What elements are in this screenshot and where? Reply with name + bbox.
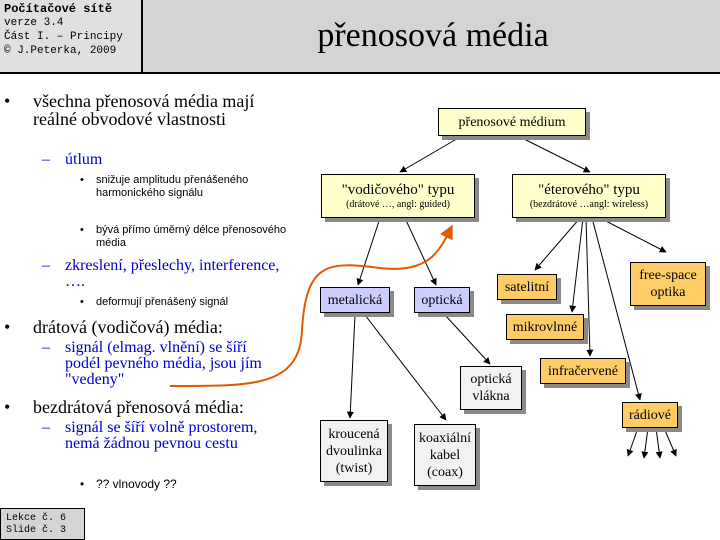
subbullet-text: útlum (65, 151, 103, 168)
node-label: metalická (327, 292, 383, 308)
node-sublabel: (bezdrátové …angl: wireless) (529, 198, 649, 210)
lesson-number: Lekce č. 6 (6, 513, 67, 524)
subsubbullet-text: ?? vlnovody ?? (96, 477, 177, 491)
node-label: optická vlákna (470, 372, 512, 404)
bullet-item: • drátová (vodičová) média: (4, 318, 294, 336)
node-twisted-pair (320, 420, 388, 482)
node-wireless-type (512, 174, 666, 218)
subsubbullet-item: • snižuje amplitudu přenášeného harmonického signálu (80, 174, 290, 200)
slide-number: Slide č. 3 (6, 525, 67, 536)
subbullet-item: – útlum (42, 152, 292, 168)
node-optical (414, 287, 470, 313)
edge-wireless-microwave (572, 218, 583, 312)
subbullet-item: – zkreslení, přeslechy, interference, …. (42, 258, 282, 290)
edge-root-wireless (520, 137, 590, 172)
subsubbullet-item: • deformují přenášený signál (80, 296, 290, 309)
course-title: Počítačové sítě (4, 2, 113, 16)
course-part: Část I. – Principy (4, 31, 123, 43)
edge-metallic-twisted (350, 315, 355, 418)
subbullet-text: signál (elmag. vlnění) se šíří podél pevného média, jsou jím "vedeny" (65, 339, 262, 388)
subbullet-item: – signál se šíří volně prostorem, nemá žádnou pevnou cestu (42, 420, 282, 452)
node-wired-type (321, 174, 475, 218)
node-infrared (540, 358, 626, 384)
bullet-item: • bezdrátová přenosová média: (4, 398, 294, 416)
subsubbullet-item: • bývá přímo úměrný délce přenosového média (80, 224, 290, 250)
node-satellite (497, 274, 557, 300)
node-label: "éterového" typu (538, 181, 640, 198)
node-label: optická (421, 292, 463, 308)
subbullet-item: – signál (elmag. vlnění) se šíří podél pevného média, jsou jím "vedeny" (42, 340, 282, 388)
node-label: koaxiální kabel (coax) (418, 430, 472, 480)
bullet-item: • všechna přenosová média mají reálné obvodové vlastnosti (4, 92, 274, 128)
guided-callout-arrow (170, 226, 452, 386)
edge-metallic-coax (365, 315, 446, 420)
node-metallic (320, 287, 390, 313)
node-label: infračervené (548, 363, 618, 379)
subbullet-text: signál se šíří volně prostorem, nemá žádnou pevnou cestu (65, 419, 258, 452)
radio-emission-arrow (664, 428, 676, 456)
subsubbullet-text: deformují přenášený signál (96, 296, 229, 308)
edge-optical-fiber (445, 315, 490, 364)
node-label: mikrovlnné (512, 319, 578, 335)
node-sublabel: (drátové …, angl: guided) (346, 198, 450, 210)
radio-emission-arrow (656, 428, 660, 458)
node-label: rádiové (629, 407, 671, 423)
bullet-text: všechna přenosová média mají reálné obvodové vlastnosti (33, 91, 255, 129)
edge-wireless-freespace (600, 218, 666, 252)
course-version: verze 3.4 (4, 17, 64, 29)
node-microwave (506, 314, 584, 340)
subsubbullet-text: snižuje amplitudu přenášeného harmonického signálu (96, 174, 249, 199)
node-label: přenosové médium (458, 114, 566, 130)
slide-title: přenosová média (317, 17, 549, 54)
edge-wired-optical (405, 218, 436, 285)
subsubbullet-text: bývá přímo úměrný délce přenosového média (96, 224, 287, 249)
radio-emission-arrow (628, 428, 638, 456)
node-label: free-space optika (639, 268, 697, 300)
node-coax (414, 424, 476, 486)
subsubbullet-item: • ?? vlnovody ?? (80, 478, 290, 491)
edge-wireless-infrared (586, 218, 590, 356)
edge-wireless-satellite (535, 218, 580, 270)
bullet-text: bezdrátová přenosová média: (33, 397, 244, 417)
radio-emission-arrow (644, 428, 648, 458)
node-free-space-optics (630, 262, 706, 306)
edge-wired-metallic (358, 218, 380, 285)
node-label: satelitní (504, 279, 550, 295)
node-optical-fibers (460, 366, 522, 410)
node-radio (622, 402, 678, 428)
edge-root-wired (400, 137, 460, 172)
subbullet-text: zkreslení, přeslechy, interference, …. (65, 257, 280, 290)
course-copyright: © J.Peterka, 2009 (4, 45, 117, 57)
node-label: kroucená dvoulinka (twist) (326, 426, 382, 476)
bullet-text: drátová (vodičová) média: (33, 317, 223, 337)
slide-footer (0, 508, 85, 540)
node-label: "vodičového" typu (341, 181, 455, 198)
node-transmission-medium (438, 108, 586, 136)
